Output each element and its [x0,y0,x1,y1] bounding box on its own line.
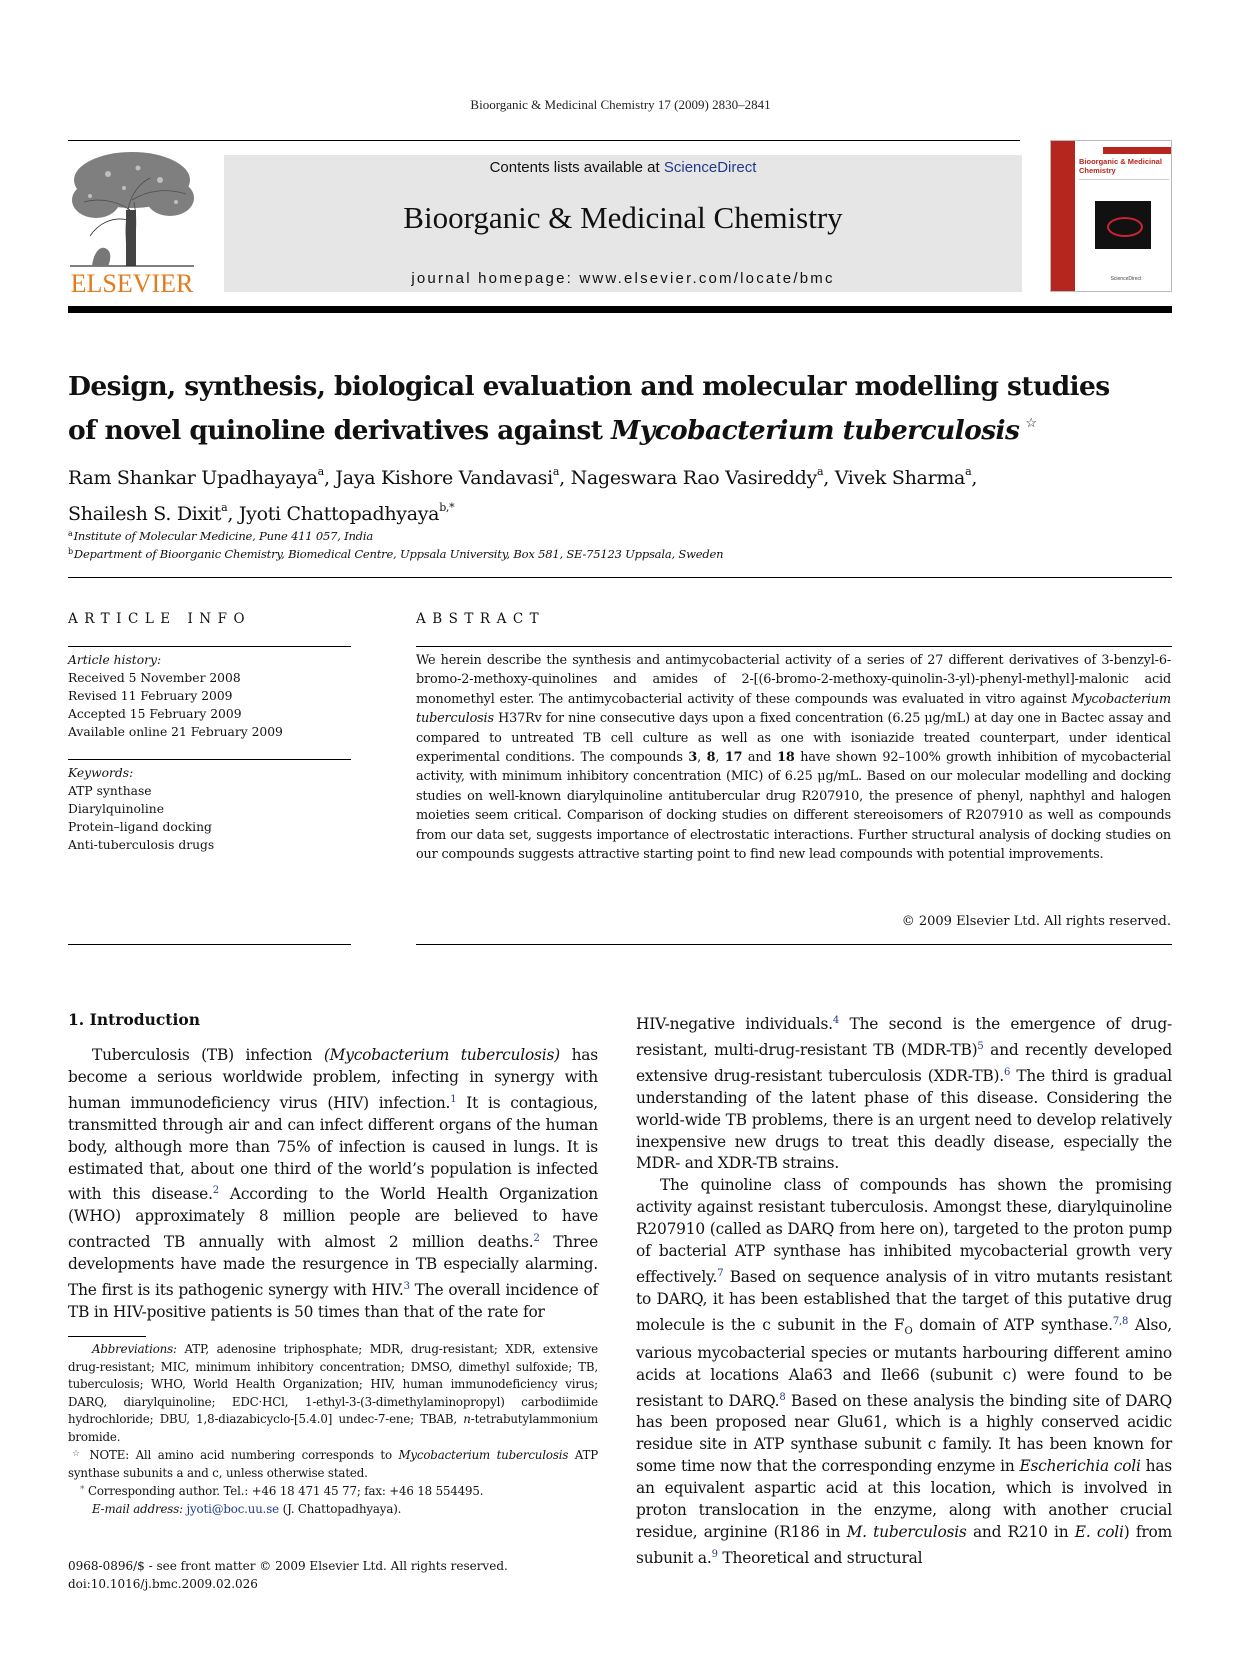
issn-notice: 0968-0896/$ - see front matter © 2009 Elsevier Ltd. All rights reserved. [68,1559,508,1573]
reference-link[interactable]: 8 [779,1391,786,1403]
elsevier-wordmark: ELSEVIER [70,269,194,298]
reference-link[interactable]: 9 [711,1548,718,1560]
cover-title: Bioorganic & Medicinal Chemistry [1079,157,1162,175]
abstract-rule [416,646,1172,647]
journal-banner [224,155,1022,292]
cover-sciencedirect-mark: ScienceDirect [1110,276,1142,282]
intro-right-column: HIV-negative individuals.$^4$ The second is the emergence of drug-resistant, multi-drug-resistant TB (MDR-TB)$^5$ and recently developed extensive drug-resistant tuberculosis (XDR-TB).$^6$ The third is gradual understanding of the latent phase of this disease. Considering the world-wide TB problems, there is an urgent need to develop relatively inexpensive new drugs to treat this deadly disease, especially the MDR- and XDR-TB strains. The quinoline class of compounds has shown the promising activity against resistant tuberculosis. Amongst these, diarylquinoline R207910 (called as DARQ from here on), targeted to the proton pump of bacterial ATP synthase has inhibited mycobacterial growth very effectively.$^7$ Based on sequence analysis of in vitro mutants resistant to DARQ, it has been established that the target of this putative drug molecule is the c subunit in the $F_O$ domain of ATP synthase.$^{7,8}$ Also, various mycobacterial species or mutants harbouring different amino acids at locations Ala63 and Ile66 (subunit c) were found to be resistant to DARQ.$^8$ Based on these analysis the binding site of DARQ has been proposed near Glu61, which is a highly conserved acidic residue site in ATP synthase subunit c family. It has been known for some time now that the corresponding enzyme in Escherichia coli has an equivalent aspartic acid at this location, which is involved in proton translocation in the enzyme, along with another crucial residue, arginine (R186 in M. tuberculosis and R210 in E. coli) from subunit a.$^9$ Theoretical and structural [636,1015,1173,1567]
article-info-bottom-rule [68,944,351,945]
reference-link[interactable]: 7,8 [1112,1315,1129,1327]
author-list: Ram Shankar Upadhayaya$^a$, Jaya Kishore Vandavasi$^a$, Nageswara Rao Vasireddy$^a$, Vivek Sharma$^a$, Shailesh S. Dixit$^a$, Jyoti Chattopadhyaya$^{b,*}$ [68,465,978,525]
footnote-rule [68,1336,146,1337]
author[interactable]: Shailesh S. Dixit [68,503,222,525]
keywords: Keywords: ATP synthase Diarylquinoline Protein–ligand docking Anti-tuberculosis drugs [68,764,351,854]
title-note-star-icon[interactable]: ☆ [1025,416,1037,431]
reference-link[interactable]: 1 [450,1093,457,1105]
author[interactable]: Vivek Sharma [834,467,966,489]
keyword[interactable]: Diarylquinoline [68,802,164,816]
article-info-heading: ARTICLE INFO [68,611,252,627]
abstract-bottom-rule [416,944,1172,945]
author[interactable]: Nageswara Rao Vasireddy [570,467,817,489]
journal-cover-thumbnail[interactable] [1050,140,1172,292]
author[interactable]: Jyoti Chattopadhyaya [238,503,440,525]
affiliation-rule [68,577,1172,578]
keyword[interactable]: Anti-tuberculosis drugs [68,838,215,852]
journal-homepage-link[interactable]: journal homepage: www.elsevier.com/locate/bmc [411,270,835,287]
reference-link[interactable]: 6 [1004,1066,1011,1078]
article-info-rule [68,646,351,647]
header-rule [68,140,1020,141]
keyword[interactable]: Protein–ligand docking [68,820,212,834]
journal-citation: Bioorganic & Medicinal Chemistry 17 (2009) 2830–2841 [470,97,771,112]
reference-link[interactable]: 7 [717,1267,724,1279]
article-history: Article history: Received 5 November 2008 Revised 11 February 2009 Accepted 15 February 2009 Available online 21 February 2009 [68,651,351,741]
journal-title: Bioorganic & Medicinal Chemistry [403,200,843,235]
history-revised: Revised 11 February 2009 [68,689,233,703]
cover-molecule-image [1095,201,1151,249]
history-accepted: Accepted 15 February 2009 [68,707,242,721]
author[interactable]: Jaya Kishore Vandavasi [335,467,553,489]
reference-link[interactable]: 5 [977,1040,984,1052]
affiliation-b: $^b$Department of Bioorganic Chemistry, Biomedical Centre, Uppsala University, Box 581, SE-75123 Uppsala, Sweden [68,547,724,561]
asterisk-icon: * [80,1485,85,1495]
author[interactable]: Ram Shankar Upadhayaya [68,467,318,489]
article-title: Design, synthesis, biological evaluation and molecular modelling studies of novel quinoline derivatives against Mycobacterium tuberculosis ☆ [68,371,1110,446]
note-star-icon: ☆ [72,1449,83,1459]
abstract-heading: ABSTRACT [416,611,546,627]
keywords-rule [68,759,351,760]
abstract-copyright: © 2009 Elsevier Ltd. All rights reserved. [901,914,1171,929]
contents-availability: Contents lists available at ScienceDirect [489,159,757,176]
note-footnote: ☆ NOTE: All amino acid numbering corresponds to Mycobacterium tuberculosis ATP synthase subunits a and c, unless otherwise stated. [68,1448,598,1480]
elsevier-tree-icon [68,150,196,268]
sciencedirect-link[interactable]: ScienceDirect [663,159,757,176]
doi-link[interactable]: doi:10.1016/j.bmc.2009.02.026 [68,1576,258,1591]
keyword[interactable]: ATP synthase [68,784,152,798]
corresponding-author-footnote: * Corresponding author. Tel.: +46 18 471 45 77; fax: +46 18 554495. [80,1484,484,1498]
front-matter [68,1558,598,1593]
abbreviations-footnote: Abbreviations: ATP, adenosine triphosphate; MDR, drug-resistant; XDR, extensive drug-resistant; MIC, minimum inhibitory concentration; DMSO, dimethyl sulfoxide; TB, tuberculosis; WHO, World Health Organization; HIV, human immunodeficiency virus; DARQ, diarylquinoline; EDC·HCl, 1-ethyl-3-(3-dimethylaminopropyl) carbodiimide hydrochloride; DBU, 1,8-diazabicyclo-[5.4.0] undec-7-ene; TBAB, n-tetrabutylammonium bromide. [68,1342,598,1444]
affiliation-a: $^a$Institute of Molecular Medicine, Pune 411 057, India [68,529,373,543]
reference-link[interactable]: 2 [212,1185,219,1197]
reference-link[interactable]: 3 [403,1281,410,1293]
abstract-body: We herein describe the synthesis and antimycobacterial activity of a series of 27 different derivatives of 3-benzyl-6-bromo-2-methoxy-quinolines and amides of 2-[(6-bromo-2-methoxy-quinolin-3-yl)-phenyl-methyl]-malonic acid monomethyl ester. The antimycobacterial activity of these compounds was evaluated in vitro against Mycobacterium tuberculosis H37Rv for nine consecutive days upon a fixed concentration (6.25 μg/mL) at day one in Bactec assay and compared to untreated TB cell culture as well as one with isoniazide treated counterpart, under identical experimental conditions. The compounds 3, 8, 17 and 18 have shown 92–100% growth inhibition of mycobacterial activity, with minimum inhibitory concentration (MIC) of 6.25 μg/mL. Based on our molecular modelling and docking studies on well-known diarylquinoline antitubercular drug R207910, the presence of phenyl, naphthyl and halogen moieties seem critical. Comparison of docking studies on different stereoisomers of R207910 as well as compounds from our data set, suggests importance of electrostatic interactions. Further structural analysis of docking studies on our compounds suggests attractive starting point to find new lead compounds with potential improvements. [416,653,1171,863]
intro-left-column: Tuberculosis (TB) infection (Mycobacterium tuberculosis) has become a serious worldwide problem, infecting in synergy with human immunodeficiency virus (HIV) infection.$^1$ It is contagious, transmitted through air and can infect different organs of the human body, although more than 75% of infection is caused in lungs. It is estimated that, about one third of the world’s population is infected with this disease.$^2$ According to the World Health Organization (WHO) approximately 8 million people are believed to have contracted TB annually with almost 2 million deaths.$^2$ Three developments have made the resurgence in TB especially alarming. The first is its pathogenic synergy with HIV.$^3$ The overall incidence of TB in HIV-positive patients is 50 times than that of the rate for [68,1046,599,1321]
reference-link[interactable]: 4 [832,1015,840,1026]
history-received: Received 5 November 2008 [68,671,241,685]
footnotes [68,1341,598,1518]
elsevier-logo[interactable] [68,150,196,296]
email-footnote: E-mail address: jyoti@boc.uu.se (J. Chattopadhyaya). [92,1501,402,1516]
masthead-rule [68,306,1172,313]
section-heading-introduction: 1. Introduction [68,1010,200,1029]
reference-link[interactable]: 2 [533,1233,540,1245]
history-online: Available online 21 February 2009 [68,725,283,739]
email-link[interactable]: jyoti@boc.uu.se [186,1501,280,1516]
